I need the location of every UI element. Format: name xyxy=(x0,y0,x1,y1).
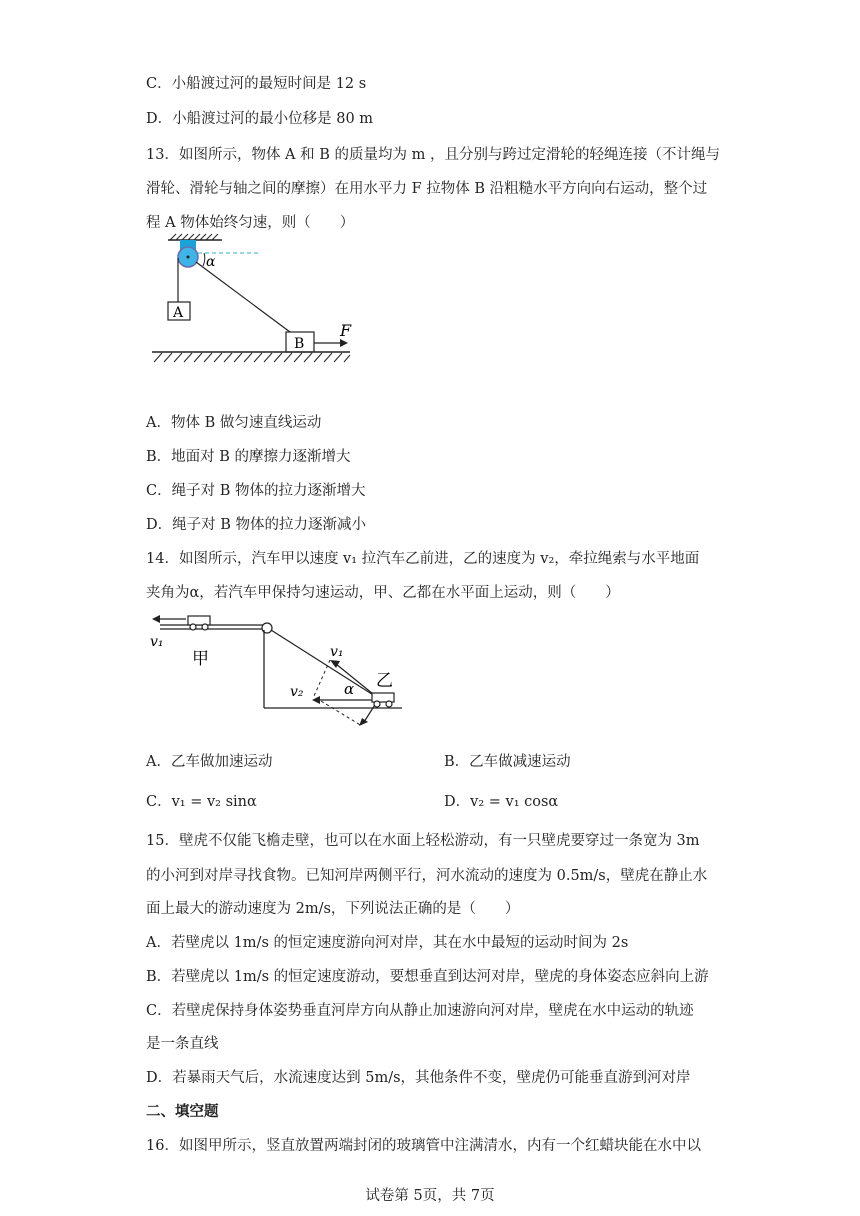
q13-option-a: A．物体 B 做匀速直线运动 xyxy=(146,415,322,431)
q14-label-jia: 甲 xyxy=(192,649,209,669)
q15-option-c-line-2: 是一条直线 xyxy=(146,1036,219,1052)
q14-cars-figure xyxy=(140,608,410,738)
section-title-fill-blank: 二、填空题 xyxy=(146,1104,219,1120)
q15-option-b: B．若壁虎以 1m/s 的恒定速度游动，要想垂直到达河对岸，壁虎的身体姿态应斜向上游 xyxy=(146,969,709,985)
q14-label-alpha: α xyxy=(344,680,355,698)
q14-option-a: A．乙车做加速运动 xyxy=(146,754,273,770)
q12-option-d: D．小船渡过河的最小位移是 80 m xyxy=(146,111,374,127)
q13-option-d: D．绳子对 B 物体的拉力逐渐减小 xyxy=(146,517,366,533)
q14-label-yi: 乙 xyxy=(376,671,393,691)
q13-label-a: A xyxy=(173,305,184,321)
q15-stem-line-1: 15．壁虎不仅能飞檐走壁，也可以在水面上轻松游动，有一只壁虎要穿过一条宽为 3m xyxy=(146,833,700,849)
q15-option-d: D．若暴雨天气后，水流速度达到 5m/s，其他条件不变，壁虎仍可能垂直游到河对岸 xyxy=(146,1070,691,1086)
q14-option-d: D．v₂ = v₁ cosα xyxy=(444,794,559,810)
q15-stem-line-3: 面上最大的游动速度为 2m/s，下列说法正确的是（ ） xyxy=(146,901,520,917)
q14-label-v1-left: v₁ xyxy=(150,634,164,650)
q13-label-f: F xyxy=(340,321,352,340)
q14-car-jia xyxy=(188,616,210,625)
q13-label-b: B xyxy=(294,336,305,352)
q13-stem-line-3: 程 A 物体始终匀速，则（ ） xyxy=(146,215,355,231)
q15-option-c-line-1: C．若壁虎保持身体姿势垂直河岸方向从静止加速游向河对岸，壁虎在水中运动的轨迹 xyxy=(146,1003,694,1019)
q14-stem-line-1: 14．如图所示，汽车甲以速度 v₁ 拉汽车乙前进，乙的速度为 v₂，牵拉绳索与水平地面 xyxy=(146,551,700,567)
q13-option-b: B．地面对 B 的摩擦力逐渐增大 xyxy=(146,449,351,465)
q13-stem-line-1: 13．如图所示，物体 A 和 B 的质量均为 m ，且分别与跨过定滑轮的轻绳连接（不计绳与 xyxy=(146,147,720,163)
q13-pulley-figure xyxy=(140,232,370,372)
q12-option-c: C．小船渡过河的最短时间是 12 s xyxy=(146,76,367,92)
q14-label-v1-rope: v₁ xyxy=(330,644,344,660)
q14-label-v2: v₂ xyxy=(290,684,304,700)
q13-stem-line-2: 滑轮、滑轮与轴之间的摩擦）在用水平力 F 拉物体 B 沿粗糙水平方向向右运动，整个过 xyxy=(146,181,708,197)
q14-option-b: B．乙车做减速运动 xyxy=(444,754,571,770)
q13-option-c: C．绳子对 B 物体的拉力逐渐增大 xyxy=(146,483,366,499)
q14-car-yi xyxy=(372,693,394,702)
q15-option-a: A．若壁虎以 1m/s 的恒定速度游向河对岸，其在水中最短的运动时间为 2s xyxy=(146,935,629,951)
q16-stem-line-1: 16．如图甲所示，竖直放置两端封闭的玻璃管中注满清水，内有一个红蜡块能在水中以 xyxy=(146,1138,701,1154)
q14-stem-line-2: 夹角为α，若汽车甲保持匀速运动，甲、乙都在水平面上运动，则（ ） xyxy=(146,585,620,601)
q13-label-alpha: α xyxy=(206,254,216,270)
q14-option-c: C．v₁ = v₂ sinα xyxy=(146,794,257,810)
page-footer: 试卷第 5页，共 7页 xyxy=(365,1188,495,1204)
q15-stem-line-2: 的小河到对岸寻找食物。已知河岸两侧平行，河水流动的速度为 0.5m/s，壁虎在静止水 xyxy=(146,868,708,884)
